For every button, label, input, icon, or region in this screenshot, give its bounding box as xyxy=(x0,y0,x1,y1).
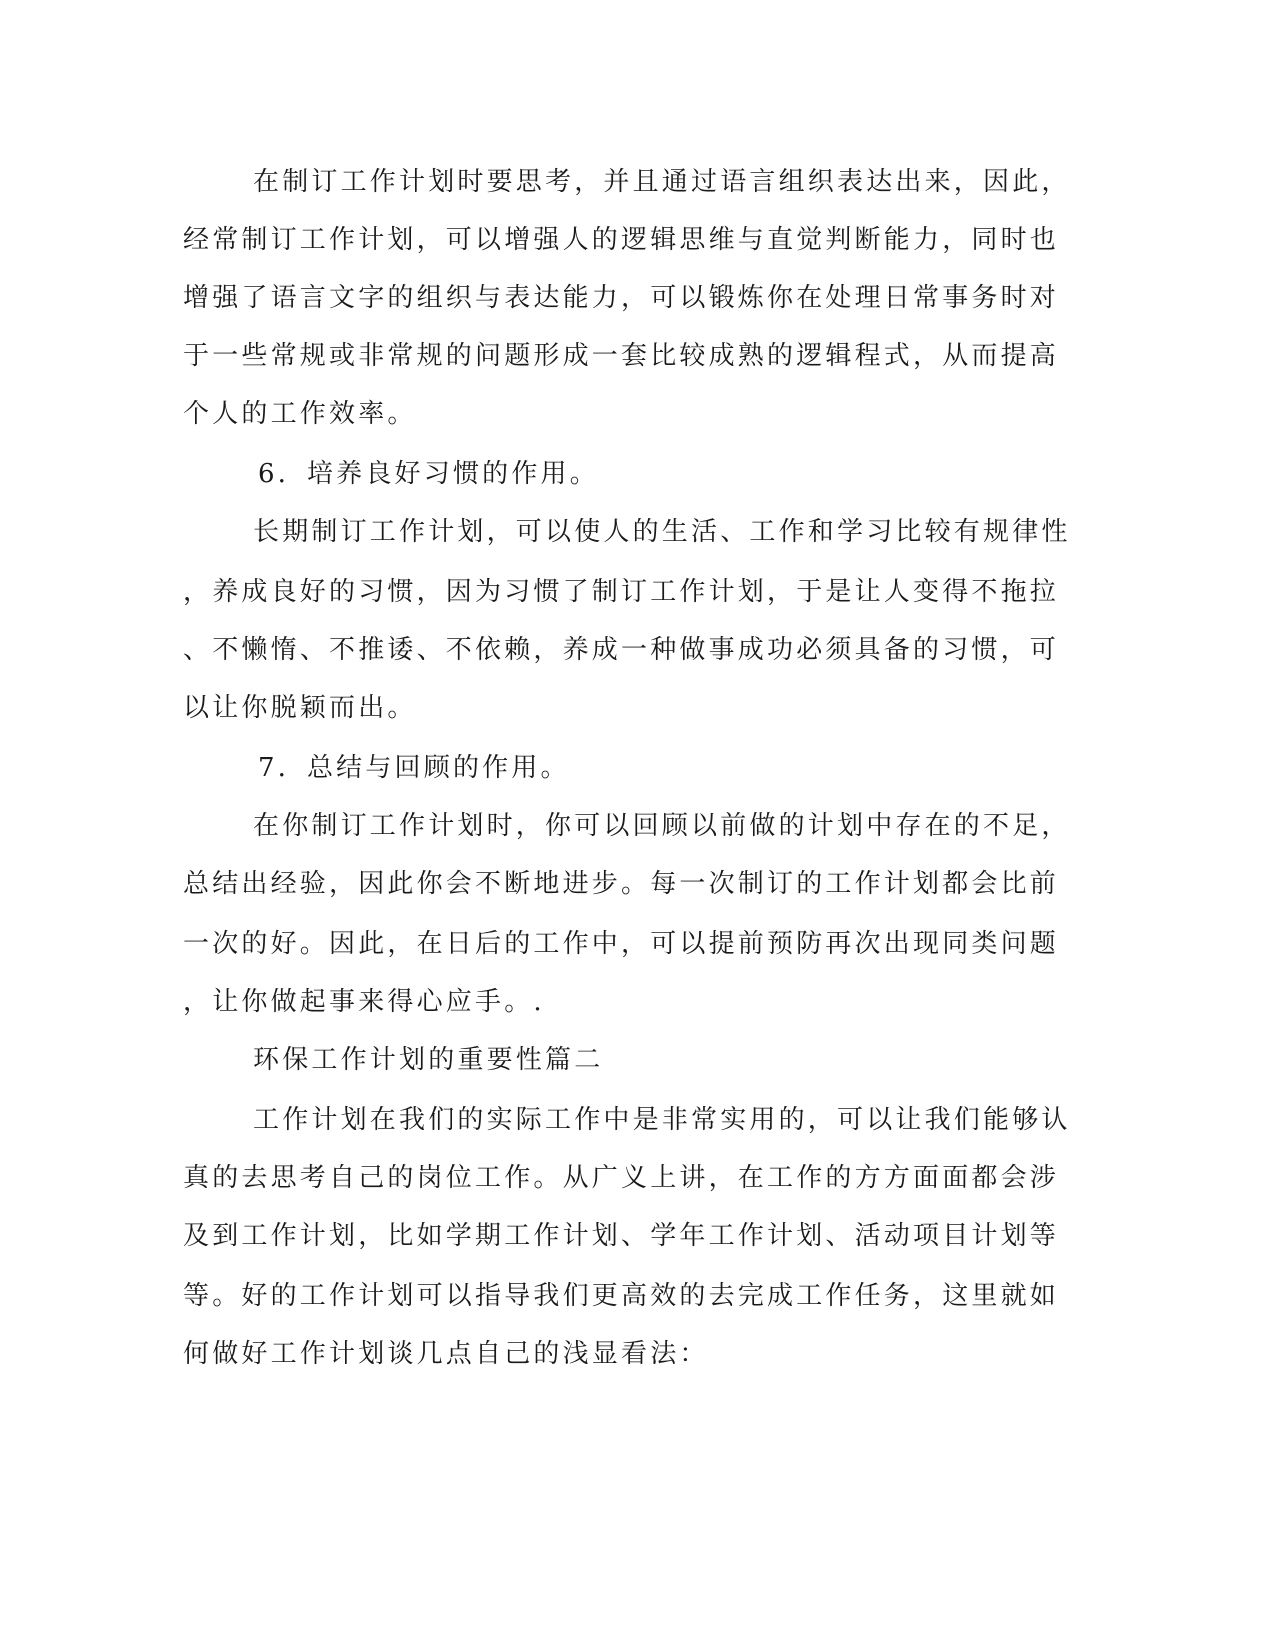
paragraph-line: 真的去思考自己的岗位工作。从广义上讲，在工作的方方面面都会涉 xyxy=(183,1163,1060,1193)
paragraph-line: 工作计划在我们的实际工作中是非常实用的，可以让我们能够认 xyxy=(253,1105,1071,1135)
paragraph-line: 在制订工作计划时要思考，并且通过语言组织表达出来，因此， xyxy=(253,167,1071,197)
section-title: 环保工作计划的重要性篇二 xyxy=(253,1045,604,1075)
paragraph-line: 及到工作计划，比如学期工作计划、学年工作计划、活动项目计划等 xyxy=(183,1221,1060,1251)
paragraph-line: 长期制订工作计划，可以使人的生活、工作和学习比较有规律性 xyxy=(253,517,1071,547)
paragraph-line: 总结出经验，因此你会不断地进步。每一次制订的工作计划都会比前 xyxy=(183,869,1060,899)
paragraph-line: 一次的好。因此，在日后的工作中，可以提前预防再次出现同类问题 xyxy=(183,929,1060,959)
paragraph-line: 增强了语言文字的组织与表达能力，可以锻炼你在处理日常事务时对 xyxy=(183,283,1060,313)
paragraph-line: 于一些常规或非常规的问题形成一套比较成熟的逻辑程式，从而提高 xyxy=(183,341,1060,371)
paragraph-line: 等。好的工作计划可以指导我们更高效的去完成工作任务，这里就如 xyxy=(183,1281,1060,1311)
paragraph-line: 、不懒惰、不推诿、不依赖，养成一种做事成功必须具备的习惯，可 xyxy=(183,635,1060,665)
paragraph-line: 经常制订工作计划，可以增强人的逻辑思维与直觉判断能力，同时也 xyxy=(183,225,1060,255)
paragraph-line: 何做好工作计划谈几点自己的浅显看法： xyxy=(183,1339,709,1369)
paragraph-line: ，养成良好的习惯，因为习惯了制订工作计划，于是让人变得不拖拉 xyxy=(183,577,1060,607)
section-heading: 7．总结与回顾的作用。 xyxy=(258,753,570,783)
paragraph-line: 个人的工作效率。 xyxy=(183,399,417,429)
paragraph-line: 在你制订工作计划时，你可以回顾以前做的计划中存在的不足， xyxy=(253,811,1071,841)
paragraph-line: ，让你做起事来得心应手。. xyxy=(183,987,545,1017)
section-heading: 6．培养良好习惯的作用。 xyxy=(258,459,599,489)
paragraph-line: 以让你脱颖而出。 xyxy=(183,693,417,723)
